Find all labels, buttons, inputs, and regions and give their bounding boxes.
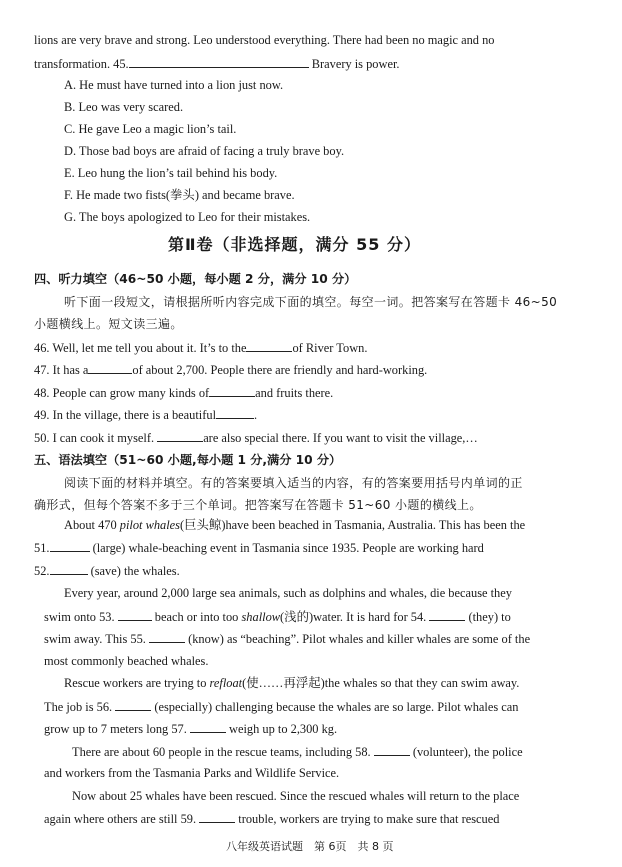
section-4-instructions-1: 听下面一段短文，请根据所听内容完成下面的填空。每空一词。把答案写在答题卡 46~50 bbox=[64, 295, 558, 309]
option-a: A. He must have turned into a lion just now. bbox=[64, 78, 284, 92]
answer-blank-50[interactable] bbox=[157, 429, 203, 442]
passage-p4-line-1: There are about 60 people in the rescue teams, including 58. (volunteer), the police bbox=[72, 745, 523, 759]
answer-blank-51[interactable] bbox=[50, 539, 90, 552]
answer-blank-46[interactable] bbox=[246, 339, 292, 352]
story-line-1: lions are very brave and strong. Leo understood everything. There had been no magic and no bbox=[34, 33, 495, 47]
passage-p1-line-2: 51. (large) whale-beaching event in Tasmania since 1935. People are working hard bbox=[34, 541, 484, 555]
question-50: 50. I can cook it myself. are also special there. If you want to visit the village,… bbox=[34, 431, 478, 445]
answer-blank-55[interactable] bbox=[149, 630, 185, 643]
answer-blank-59[interactable] bbox=[199, 810, 235, 823]
option-d: D. Those bad boys are afraid of facing a truly brave boy. bbox=[64, 144, 345, 158]
question-48: 48. People can grow many kinds of and fruits there. bbox=[34, 386, 334, 400]
passage-p1-line-3: 52. (save) the whales. bbox=[34, 564, 180, 578]
passage-p3-line-2: The job is 56. (especially) challenging because the whales are so large. Pilot whales can bbox=[44, 700, 519, 714]
section-4-instructions-2: 小题横线上。短文读三遍。 bbox=[34, 317, 183, 331]
passage-p3-line-1: Rescue workers are trying to refloat(使……再浮起)the whales so that they can swim away. bbox=[64, 676, 520, 690]
passage-p3-line-3: grow up to 7 meters long 57. weigh up to 2,300 kg. bbox=[44, 722, 338, 736]
page-footer: 八年级英语试题 第 6页 共 8 页 bbox=[226, 840, 394, 853]
option-c: C. He gave Leo a magic lion’s tail. bbox=[64, 122, 237, 136]
part-2-title: 第Ⅱ卷（非选择题，满分 55 分） bbox=[168, 235, 421, 254]
question-49: 49. In the village, there is a beautiful . bbox=[34, 408, 258, 422]
passage-p2-line-1: Every year, around 2,000 large sea animals, such as dolphins and whales, die because they bbox=[64, 586, 512, 600]
answer-blank-58[interactable] bbox=[374, 743, 410, 756]
passage-p5-line-1: Now about 25 whales have been rescued. Since the rescued whales will return to the place bbox=[72, 789, 520, 803]
section-5-heading: 五、语法填空（51~60 小题,每小题 1 分,满分 10 分） bbox=[34, 453, 342, 467]
option-f: F. He made two fists(拳头) and became brave. bbox=[64, 188, 295, 202]
answer-blank-52[interactable] bbox=[50, 562, 88, 575]
answer-blank-56[interactable] bbox=[115, 698, 151, 711]
option-b: B. Leo was very scared. bbox=[64, 100, 184, 114]
answer-blank-47[interactable] bbox=[88, 361, 132, 374]
section-5-instructions-1: 阅读下面的材料并填空。有的答案要填入适当的内容，有的答案要用括号内单词的正 bbox=[64, 476, 523, 490]
answer-blank-48[interactable] bbox=[209, 384, 255, 397]
answer-blank-45[interactable] bbox=[129, 55, 309, 68]
option-g: G. The boys apologized to Leo for their mistakes. bbox=[64, 210, 311, 224]
passage-p4-line-2: and workers from the Tasmania Parks and Wildlife Service. bbox=[44, 766, 340, 780]
answer-blank-57[interactable] bbox=[190, 720, 226, 733]
passage-p2-line-3: swim away. This 55. (know) as “beaching”. Pilot whales and killer whales are some of the bbox=[44, 632, 531, 646]
passage-p2-line-2: swim onto 53. beach or into too shallow(浅的)water. It is hard for 54. (they) to bbox=[44, 610, 511, 624]
passage-p5-line-2: again where others are still 59. trouble, workers are trying to make sure that rescued bbox=[44, 812, 500, 826]
section-5-instructions-2: 确形式，但每个答案不多于三个单词。把答案写在答题卡 51~60 小题的横线上。 bbox=[34, 498, 482, 512]
answer-blank-53[interactable] bbox=[118, 608, 152, 621]
story-line-2: transformation. 45. Bravery is power. bbox=[34, 57, 400, 71]
answer-blank-54[interactable] bbox=[429, 608, 465, 621]
passage-p1-line-1: About 470 pilot whales(巨头鲸)have been beached in Tasmania, Australia. This has been the bbox=[64, 518, 526, 532]
passage-p2-line-4: most commonly beached whales. bbox=[44, 654, 209, 668]
question-46: 46. Well, let me tell you about it. It’s to the of River Town. bbox=[34, 341, 368, 355]
section-4-heading: 四、听力填空（46~50 小题，每小题 2 分，满分 10 分） bbox=[34, 272, 357, 286]
answer-blank-49[interactable] bbox=[216, 406, 254, 419]
question-47: 47. It has a of about 2,700. People there are friendly and hard-working. bbox=[34, 363, 428, 377]
option-e: E. Leo hung the lion’s tail behind his body. bbox=[64, 166, 278, 180]
